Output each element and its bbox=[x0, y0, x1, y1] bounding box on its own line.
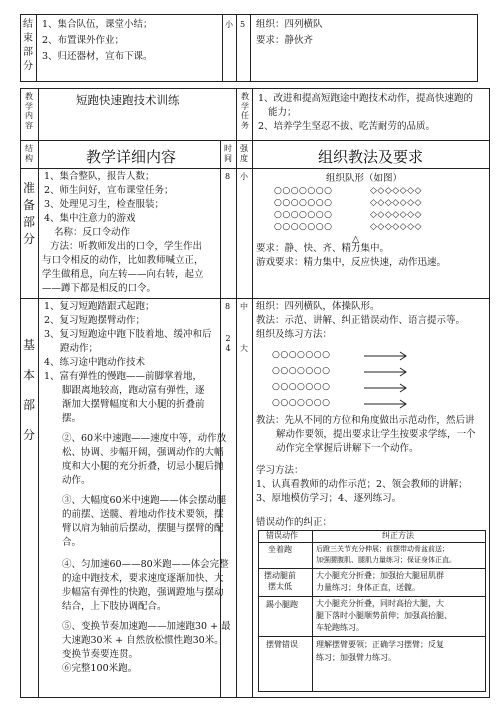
basic-line-13: 动作。 bbox=[62, 475, 91, 486]
teach-line-3: 动作完全掌握后讲解下一个动作。 bbox=[276, 443, 419, 454]
basic-line-24: 变换节奏要连贯。 bbox=[62, 649, 139, 660]
closing-org-1: 组织：四列横队 bbox=[256, 19, 323, 30]
task-line-2: 能力； bbox=[268, 107, 297, 118]
error-fix: 后蹬三关节充分伸展；前摆带动骨盆前送； bbox=[316, 545, 449, 553]
formation-right-row: ◇◇◇◇◇◇◇ bbox=[370, 186, 422, 196]
formation-right-row: ◇◇◇◇◇◇◇ bbox=[370, 210, 422, 220]
basic-intensity-2: 大 bbox=[240, 344, 248, 353]
study-title: 学习方法： bbox=[256, 465, 304, 476]
teacher-marker: △ bbox=[352, 234, 360, 245]
task-line-3: 2、培养学生坚忍不拔、吃苦耐劳的品质。 bbox=[258, 121, 436, 132]
basic-line-16: 臂以肩为轴前后摆动，摆腿与摆臂的配 bbox=[62, 523, 224, 534]
teach-line-2: 解动作要领，提出要求让学生按要求学练，一个 bbox=[276, 429, 476, 440]
basic-org-3: 组织及练习方法： bbox=[256, 329, 333, 340]
prep-org-2: 游戏要求：精力集中，反应快速，动作迅速。 bbox=[256, 257, 447, 268]
prep-line-1: 1、集合整队，报告人数； bbox=[44, 171, 155, 182]
prep-line-6: 方法：听教师发出的口令，学生作出 bbox=[50, 241, 203, 252]
closing-line-2: 2、布置课外作业； bbox=[42, 35, 125, 46]
error-fix: 腿下落时小腿顺势前伸；加强高抬腿、 bbox=[316, 611, 452, 620]
basic-line-8: 渐加大摆臂幅度和大小腿的折叠前 bbox=[62, 399, 205, 410]
error-fix: 理解摆臂要领；正确学习摆臂；反复 bbox=[316, 640, 444, 649]
content-label: 教学内容 bbox=[25, 92, 33, 130]
basic-line-1: 1、复习短跑踏跟式起跑； bbox=[44, 301, 155, 312]
basic-line-20: 步幅富有弹性的快跑，强调蹬地与摆动 bbox=[62, 587, 224, 598]
prep-line-5: 名称：反口令动作 bbox=[54, 227, 131, 238]
basic-line-17: 合。 bbox=[62, 537, 82, 548]
basic-line-19: 的途中跑技术，要求速度逐渐加快、大 bbox=[62, 573, 224, 584]
basic-line-21: 结合，上下肢协调配合。 bbox=[62, 601, 167, 612]
prep-line-9: ——蹲下都是相反的口令。 bbox=[42, 283, 157, 294]
closing-section-label: 结束部分 bbox=[23, 19, 33, 72]
prep-line-7: 与口令相反的动作，比如教师喊立正， bbox=[42, 255, 204, 266]
prep-line-8: 学生做稍息，向左转——向右转，起立 bbox=[42, 269, 204, 280]
run-row: ○○○○○○○ bbox=[272, 366, 331, 376]
prep-intensity: 小 bbox=[240, 172, 248, 181]
error-name: 踢小腿跑 bbox=[266, 600, 298, 609]
error-name: 摆太低 bbox=[268, 582, 292, 591]
basic-label: 基本部分 bbox=[23, 338, 36, 442]
basic-line-23: 大速跑30米 + 自然放松惯性跑30米。 bbox=[62, 635, 224, 646]
basic-line-2: 2、复习短跑摆臂动作； bbox=[44, 315, 146, 326]
col-detail: 教学详细内容 bbox=[86, 148, 177, 166]
closing-time: 5 bbox=[240, 20, 246, 29]
run-row: ○○○○○○○ bbox=[272, 398, 331, 408]
col-intensity: 强度 bbox=[240, 144, 248, 163]
closing-line-3: 3、归还器材，宣布下课。 bbox=[42, 51, 153, 62]
task-line-1: 1、改进和提高短跑途中跑技术动作，提高快速跑的 bbox=[258, 93, 474, 104]
study-line-2: 3、原地模仿学习；4、逐列练习。 bbox=[256, 493, 402, 504]
error-fix: 加强腰腹肌、腿肌力量练习；保证身体正直。 bbox=[316, 556, 456, 564]
error-fix: 车轮跑练习。 bbox=[316, 623, 364, 632]
basic-line-6: 1、富有弹性的慢跑——前脚掌着地， bbox=[44, 371, 203, 382]
basic-line-3: 3、复习短跑途中跑下肢着地、缓冲和后 bbox=[44, 329, 212, 340]
formation-right-row: ◇◇◇◇◇◇◇ bbox=[370, 222, 422, 232]
basic-line-12: 度和大小腿的充分折叠，切忌小腿后抛 bbox=[62, 461, 224, 472]
basic-time-2: 24 bbox=[225, 334, 231, 353]
basic-line-14: ③、大幅度60米中速跑——体会摆动腿 bbox=[62, 495, 227, 506]
basic-intensity-1: 中 bbox=[240, 302, 248, 311]
formation-left-row: ○○○○○○○ bbox=[274, 222, 333, 232]
error-fix: 大小腿充分折叠；加强抬大腿屈肌群 bbox=[316, 571, 444, 580]
formation-left-row: ○○○○○○○ bbox=[274, 198, 333, 208]
basic-line-11: 松、协调、步幅开阔，强调动作的大幅 bbox=[62, 447, 224, 458]
basic-line-7: 脚跟离地较高，跑动富有弹性，逐 bbox=[62, 385, 205, 396]
prep-line-3: 3、处理见习生，检查服装； bbox=[44, 199, 165, 210]
closing-intensity: 小 bbox=[225, 20, 233, 29]
run-direction-arrows-icon bbox=[362, 350, 412, 412]
error-fix: 练习；加强臂力练习。 bbox=[316, 653, 396, 662]
basic-time-1: 8 bbox=[225, 302, 231, 311]
run-row: ○○○○○○○ bbox=[272, 350, 331, 360]
study-line-1: 1、认真看教师的动作示范；2、领会教师的讲解； bbox=[256, 479, 468, 490]
closing-line-1: 1、集合队伍，课堂小结； bbox=[42, 19, 153, 30]
col-structure: 结构 bbox=[25, 144, 33, 163]
prep-org-1: 要求：静、快、齐、精力集中。 bbox=[256, 243, 390, 254]
error-fix: 力量练习；身体正直，送髋。 bbox=[316, 583, 420, 592]
basic-line-18: ④、匀加速60——80米跑——体会完整 bbox=[62, 559, 229, 570]
basic-org-2: 教法：示范、讲解、纠正错误动作、语言提示等。 bbox=[256, 315, 466, 326]
col-time: 时间 bbox=[224, 144, 232, 163]
col-org: 组织教法及要求 bbox=[318, 148, 424, 166]
error-name: 摆动腿前 bbox=[264, 571, 296, 580]
formation-right-row: ◇◇◇◇◇◇◇ bbox=[370, 198, 422, 208]
error-title: 错误动作的纠正： bbox=[256, 517, 333, 528]
lesson-title: 短跑快速跑技术训练 bbox=[76, 93, 180, 107]
basic-line-4: 蹬动作； bbox=[60, 343, 99, 354]
basic-line-9: 摆。 bbox=[62, 413, 82, 424]
error-name: 坐着跑 bbox=[268, 545, 292, 554]
formation-title: 组织队形（如图） bbox=[326, 173, 403, 184]
prep-line-4: 4、集中注意力的游戏 bbox=[44, 213, 136, 224]
formation-left-row: ○○○○○○○ bbox=[274, 210, 333, 220]
closing-org-2: 要求：静伙齐 bbox=[256, 35, 314, 46]
prep-label: 准备部分 bbox=[23, 181, 36, 246]
basic-line-25: ⑥完整100米跑。 bbox=[62, 663, 138, 674]
prep-time: 8 bbox=[225, 172, 231, 181]
basic-line-22: ⑤、变换节奏加速跑——加速跑30 + 最 bbox=[62, 621, 231, 632]
error-head-name: 错误动作 bbox=[266, 531, 298, 540]
prep-line-2: 2、师生问好，宣布课堂任务； bbox=[44, 185, 174, 196]
basic-line-5: 4、练习途中跑动作技术 bbox=[44, 357, 146, 368]
error-name: 摆臂错误 bbox=[266, 640, 298, 649]
basic-org-1: 组织：四列横队，体操队形。 bbox=[256, 301, 380, 312]
teach-line-1: 教法：先从不同的方位和角度做出示范动作，然后讲 bbox=[256, 415, 475, 426]
basic-line-10: ②、60米中速跑——速度中等，动作放 bbox=[62, 433, 227, 444]
task-label: 教学任务 bbox=[241, 92, 249, 130]
basic-line-15: 的前摆、送髋、着地动作技术要领，摆 bbox=[62, 509, 224, 520]
error-head-fix: 纠正方法 bbox=[382, 531, 414, 540]
formation-left-row: ○○○○○○○ bbox=[274, 186, 333, 196]
error-fix: 大小腿充分折叠，同时高抬大腿，大 bbox=[316, 599, 444, 608]
run-row: ○○○○○○○ bbox=[272, 382, 331, 392]
